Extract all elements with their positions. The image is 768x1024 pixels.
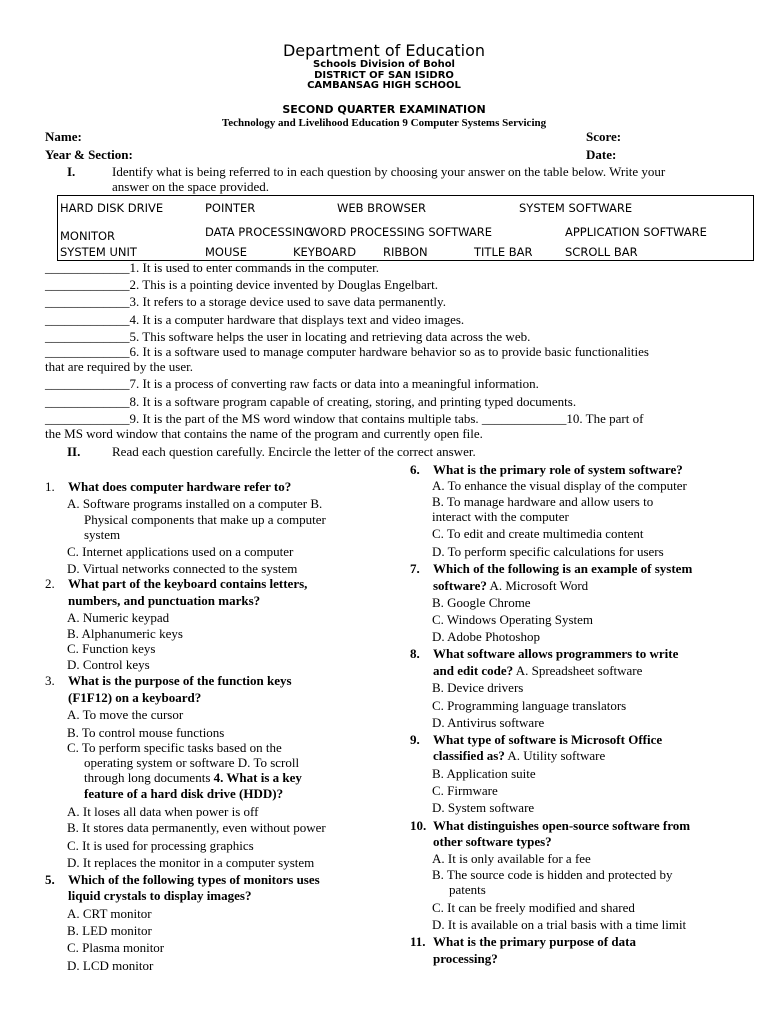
choice-mouse: MOUSE xyxy=(205,245,247,259)
q8-question-line1: What software allows programmers to write xyxy=(433,646,679,661)
q3-question-line1: What is the purpose of the function keys xyxy=(68,673,292,688)
q1-option-b-cont: Physical components that make up a computer xyxy=(84,512,326,527)
q9-option-d: D. System software xyxy=(432,800,535,815)
choice-word-processing-software: WORD PROCESSING SOFTWARE xyxy=(309,225,493,239)
q7-option-a: A. Microsoft Word xyxy=(486,578,589,593)
part1-numeral: I. xyxy=(67,164,76,179)
q7-question-line2-text: software? xyxy=(433,578,487,593)
q2-option-d: D. Control keys xyxy=(67,657,150,672)
q4-option-c: C. It is used for processing graphics xyxy=(67,838,254,853)
q1-option-d: D. Virtual networks connected to the system xyxy=(67,561,298,576)
q8-option-b: B. Device drivers xyxy=(432,680,524,695)
q10-option-b: B. The source code is hidden and protected by xyxy=(432,867,673,882)
q6-option-b-cont: interact with the computer xyxy=(432,509,569,524)
choice-title-bar: TITLE BAR xyxy=(474,245,533,259)
q4-question-line2: feature of a hard disk drive (HDD)? xyxy=(84,786,284,801)
q11-number: 11. xyxy=(410,934,426,949)
q6-option-a: A. To enhance the visual display of the computer xyxy=(432,478,687,493)
identification-item-2: _____________2. This is a pointing device invented by Douglas Engelbart. xyxy=(45,277,438,292)
q9-option-b: B. Application suite xyxy=(432,766,536,781)
q3-option-b: B. To control mouse functions xyxy=(67,725,225,740)
identification-item-10-cont: the MS word window that contains the name of the program and currently open file. xyxy=(45,426,483,441)
q1-question: What does computer hardware refer to? xyxy=(68,479,292,494)
identification-item-6-cont: that are required by the user. xyxy=(45,359,193,374)
year-section-field-label: Year & Section: xyxy=(45,147,133,162)
q4-option-a: A. It loses all data when power is off xyxy=(67,804,259,819)
identification-item-3: _____________3. It refers to a storage device used to save data permanently. xyxy=(45,294,446,309)
department-title: Department of Education xyxy=(282,41,486,60)
q6-option-d: D. To perform specific calculations for users xyxy=(432,544,664,559)
q5-question-line2: liquid crystals to display images? xyxy=(68,888,252,903)
q9-question-line2-text: classified as? xyxy=(433,748,505,763)
q8-option-a: A. Spreadsheet software xyxy=(513,663,643,678)
identification-item-9-10: _____________9. It is the part of the MS word window that contains multiple tabs. _____________10. The part of xyxy=(45,411,644,426)
q10-number: 10. xyxy=(410,818,427,833)
q3-option-c-cont: operating system or software D. To scroll xyxy=(84,755,300,770)
q9-number: 9. xyxy=(410,732,420,747)
choice-ribbon: RIBBON xyxy=(383,245,428,259)
q4-number-inline: 4. What is a key xyxy=(213,770,302,785)
q2-option-c: C. Function keys xyxy=(67,641,156,656)
q5-option-d: D. LCD monitor xyxy=(67,958,154,973)
q11-question-line1: What is the primary purpose of data xyxy=(433,934,636,949)
choice-web-browser: WEB BROWSER xyxy=(337,201,427,215)
q6-option-b: B. To manage hardware and allow users to xyxy=(432,494,654,509)
name-field-label: Name: xyxy=(45,129,82,144)
exam-title: SECOND QUARTER EXAMINATION xyxy=(282,103,486,116)
identification-item-5: _____________5. This software helps the user in locating and retrieving data across the web. xyxy=(45,329,531,344)
q7-number: 7. xyxy=(410,561,420,576)
q2-option-a: A. Numeric keypad xyxy=(67,610,170,625)
part1-instruction-line1: Identify what is being referred to in each question by choosing your answer on the table below. Write your xyxy=(112,164,666,179)
q1-option-c: C. Internet applications used on a computer xyxy=(67,544,294,559)
q3-option-c: C. To perform specific tasks based on the xyxy=(67,740,282,755)
school-line: CAMBANSAG HIGH SCHOOL xyxy=(307,80,461,91)
choice-scroll-bar: SCROLL BAR xyxy=(565,245,638,259)
q7-option-d: D. Adobe Photoshop xyxy=(432,629,540,644)
identification-item-1: _____________1. It is used to enter commands in the computer. xyxy=(45,260,379,275)
q1-option-b-cont2: system xyxy=(84,527,121,542)
q2-question-line2: numbers, and punctuation marks? xyxy=(68,593,261,608)
q10-option-a: A. It is only available for a fee xyxy=(432,851,591,866)
q3-question-line2: (F1F12) on a keyboard? xyxy=(68,690,202,705)
part2-instruction: Read each question carefully. Encircle the letter of the correct answer. xyxy=(112,444,476,459)
q9-option-c: C. Firmware xyxy=(432,783,498,798)
q5-option-a: A. CRT monitor xyxy=(67,906,152,921)
q4-option-d: D. It replaces the monitor in a computer system xyxy=(67,855,315,870)
q10-question-line2: other software types? xyxy=(433,834,552,849)
q2-number: 2. xyxy=(45,576,55,591)
q10-question-line1: What distinguishes open-source software from xyxy=(433,818,691,833)
choice-system-unit: SYSTEM UNIT xyxy=(60,245,137,259)
q10-option-b-cont: patents xyxy=(449,882,486,897)
q6-number: 6. xyxy=(410,462,420,477)
q7-question-line2 xyxy=(433,578,588,594)
q5-option-b: B. LED monitor xyxy=(67,923,152,938)
q3-option-d-text: through long documents xyxy=(84,770,214,785)
identification-item-6: _____________6. It is a software used to manage computer hardware behavior so as to provide basic functionalities xyxy=(45,344,649,359)
score-field-label: Score: xyxy=(586,129,622,144)
choice-data-processing: DATA PROCESSING xyxy=(205,225,314,239)
q5-number: 5. xyxy=(45,872,55,887)
q6-question: What is the primary role of system software? xyxy=(433,462,683,477)
q8-question-line2 xyxy=(433,663,642,679)
q2-question-line1: What part of the keyboard contains letters, xyxy=(68,576,308,591)
q1-option-a-b: A. Software programs installed on a computer B. xyxy=(67,496,323,511)
q5-option-c: C. Plasma monitor xyxy=(67,940,165,955)
q4-option-b: B. It stores data permanently, even without power xyxy=(67,820,326,835)
choice-keyboard: KEYBOARD xyxy=(293,245,357,259)
q5-question-line1: Which of the following types of monitors uses xyxy=(68,872,320,887)
q8-option-c: C. Programming language translators xyxy=(432,698,627,713)
identification-item-8: _____________8. It is a software program capable of creating, storing, and printing typed documents. xyxy=(45,394,577,409)
q8-question-line2-text: and edit code? xyxy=(433,663,514,678)
choice-hard-disk-drive: HARD DISK DRIVE xyxy=(60,201,164,215)
q10-option-c: C. It can be freely modified and shared xyxy=(432,900,635,915)
q8-number: 8. xyxy=(410,646,420,661)
identification-item-7: _____________7. It is a process of converting raw facts or data into a meaningful information. xyxy=(45,376,539,391)
choice-pointer: POINTER xyxy=(205,201,256,215)
q8-option-d: D. Antivirus software xyxy=(432,715,545,730)
choice-monitor: MONITOR xyxy=(60,229,116,243)
q9-question-line1: What type of software is Microsoft Office xyxy=(433,732,663,747)
q1-number: 1. xyxy=(45,479,55,494)
q7-option-c: C. Windows Operating System xyxy=(432,612,594,627)
q9-option-a: A. Utility software xyxy=(504,748,606,763)
q3-option-a: A. To move the cursor xyxy=(67,707,184,722)
choice-system-software: SYSTEM SOFTWARE xyxy=(519,201,633,215)
division-line: Schools Division of Bohol xyxy=(313,59,455,70)
q7-question-line1: Which of the following is an example of system xyxy=(433,561,693,576)
q3-number: 3. xyxy=(45,673,55,688)
date-field-label: Date: xyxy=(586,147,617,162)
q2-option-b: B. Alphanumeric keys xyxy=(67,626,183,641)
q9-question-line2 xyxy=(433,748,605,764)
district-line: DISTRICT OF SAN ISIDRO xyxy=(314,70,454,81)
q10-option-d: D. It is available on a trial basis with a time limit xyxy=(432,917,687,932)
q6-option-c: C. To edit and create multimedia content xyxy=(432,526,644,541)
choice-application-software: APPLICATION SOFTWARE xyxy=(565,225,707,239)
q3-option-d-cont xyxy=(84,770,302,786)
part2-numeral: II. xyxy=(67,444,81,459)
subject-line: Technology and Livelihood Education 9 Computer Systems Servicing xyxy=(221,117,547,129)
q11-question-line2: processing? xyxy=(433,951,498,966)
identification-item-4: _____________4. It is a computer hardware that displays text and video images. xyxy=(45,312,465,327)
part1-instruction-line2: answer on the space provided. xyxy=(112,179,270,194)
q7-option-b: B. Google Chrome xyxy=(432,595,531,610)
